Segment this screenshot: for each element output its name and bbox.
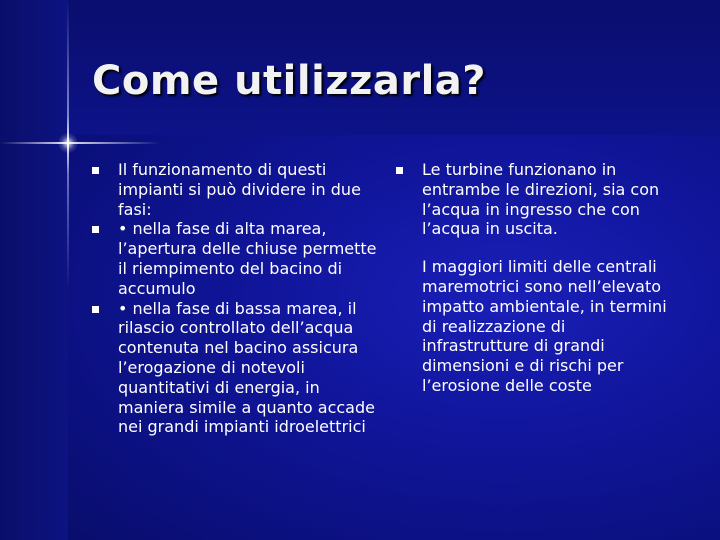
bullet-item bbox=[88, 299, 378, 438]
slide-title: Come utilizzarla? bbox=[92, 58, 486, 104]
bullet-item bbox=[392, 160, 674, 239]
sparkle-star-icon bbox=[58, 133, 78, 153]
bullet-text: Il funzionamento di questi impianti si può dividere in due fasi: bbox=[118, 160, 361, 219]
right-column bbox=[392, 160, 674, 396]
paragraph-text: I maggiori limiti delle centrali maremotrici sono nell’elevato impatto ambientale, in termini di realizzazione di infrastrutture di grandi dimensioni e di rischi per l’erosione delle coste bbox=[422, 257, 667, 395]
spacer bbox=[392, 239, 674, 257]
bullet-text: • nella fase di alta marea, l’apertura delle chiuse permette il riempimento del bacino di accumulo bbox=[118, 219, 377, 298]
square-bullet-icon bbox=[92, 167, 99, 174]
left-column bbox=[88, 160, 378, 437]
square-bullet-icon bbox=[396, 167, 403, 174]
bullet-item bbox=[88, 160, 378, 219]
bullet-text: • nella fase di bassa marea, il rilascio controllato dell’acqua contenuta nel bacino assicura l’erogazione di notevoli quantitativi di energia, in maniera simile a quanto accade nei grandi impianti idroelettrici bbox=[118, 298, 375, 437]
square-bullet-icon bbox=[92, 226, 99, 233]
bullet-item bbox=[88, 219, 378, 298]
bullet-text: Le turbine funzionano in entrambe le direzioni, sia con l’acqua in ingresso che con l’acqua in uscita. bbox=[422, 160, 660, 239]
sparkle-horizontal-line bbox=[0, 142, 160, 144]
square-bullet-icon bbox=[92, 306, 99, 313]
background-left-band bbox=[0, 0, 68, 540]
